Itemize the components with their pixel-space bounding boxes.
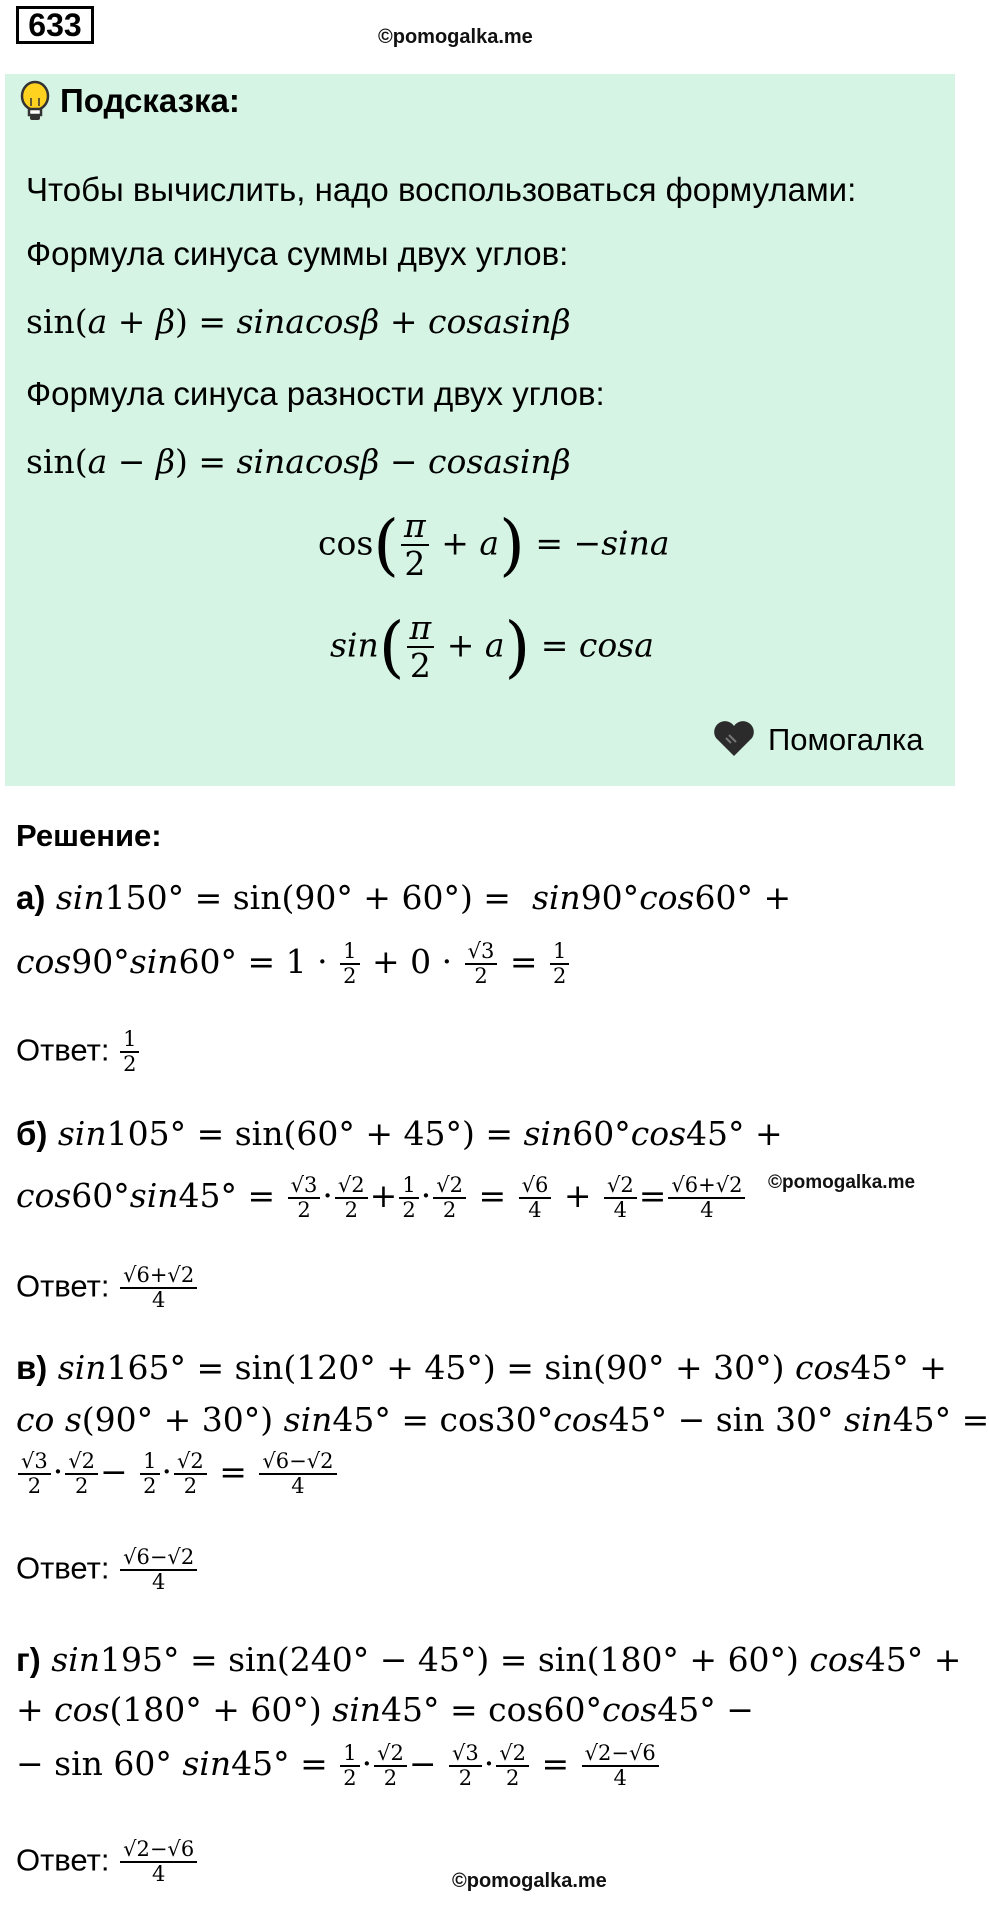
hint-diff-formula: sin(a − β) = sinacosβ − cosasinβ [26,442,571,481]
brand-label: Помогалка [768,722,924,757]
part-g-answer: Ответ: $\frac{√2-√6}{4}$ [16,1838,199,1886]
hint-title: Подсказка: [60,82,240,119]
part-b-line2: cos60°sin45° = $\frac{√3}{2}$ · $\frac{√2}{2}$ + $\frac{1}{2}$ · $\frac{√2}{2}$ = $\frac{√6}{4}$ + $\frac{√2}{4}$ = $\frac{√6+√2}{4}$ [16,1174,747,1222]
heart-icon [712,718,756,758]
hint-intro: Чтобы вычислить, надо воспользоваться формулами: [26,171,857,208]
part-g-line2: + cos(180° + 60°) sin45° = cos60°cos45° − [16,1690,754,1729]
part-v-answer: Ответ: $\frac{√6-√2}{4}$ [16,1546,199,1594]
part-v-line2: co s(90° + 30°) sin45° = cos30°cos45° − sin 30° sin45° = [16,1400,989,1439]
hint-sum-label: Формула синуса суммы двух углов: [26,235,569,272]
hint-sin-formula: sin( $\frac{\pi}{2}$ + a) = cosa [330,608,654,686]
part-b-answer: Ответ: $\frac{√6+√2}{4}$ [16,1264,199,1312]
lightbulb-icon [18,80,52,124]
hint-diff-label: Формула синуса разности двух углов: [26,375,605,412]
part-a-line2: cos90°sin60° = 1 · $\frac{1}{2}$ + 0 · $\frac{√3}{2}$ = $\frac{1}{2}$ [16,940,571,988]
hint-cos-formula: cos( $\frac{\pi}{2}$ + a) = −sina [318,506,670,584]
part-a-line1: а) sin150° = sin(90° + 60°) = sin90°cos60° + [16,878,792,917]
part-a-answer: Ответ: $\frac{1}{2}$ [16,1028,141,1076]
part-g-line3: − sin 60° sin45° = $\frac{1}{2}$ · $\frac{√2}{2}$ − $\frac{√3}{2}$ · $\frac{√2}{2}$ = $\frac{√2-√6}{4}$ [16,1742,661,1790]
watermark-bottom: ©pomogalka.me [452,1870,607,1892]
part-v-line3: $\frac{√3}{2}$ · $\frac{√2}{2}$ − $\frac{1}{2}$ · $\frac{√2}{2}$ = $\frac{√6-√2}{4}$ [16,1450,339,1498]
watermark-mid: ©pomogalka.me [768,1172,916,1193]
hint-sum-formula: sin(a + β) = sinacosβ + cosasinβ [26,302,571,341]
watermark-top: ©pomogalka.me [378,26,533,48]
task-number: 633 [16,6,94,44]
part-v-line1: в) sin165° = sin(120° + 45°) = sin(90° + 30°) cos45° + [16,1348,947,1387]
part-g-line1: г) sin195° = sin(240° − 45°) = sin(180° + 60°) cos45° + [16,1640,962,1679]
part-b-line1: б) sin105° = sin(60° + 45°) = sin60°cos45° + [16,1114,783,1153]
solution-title: Решение: [16,818,162,853]
